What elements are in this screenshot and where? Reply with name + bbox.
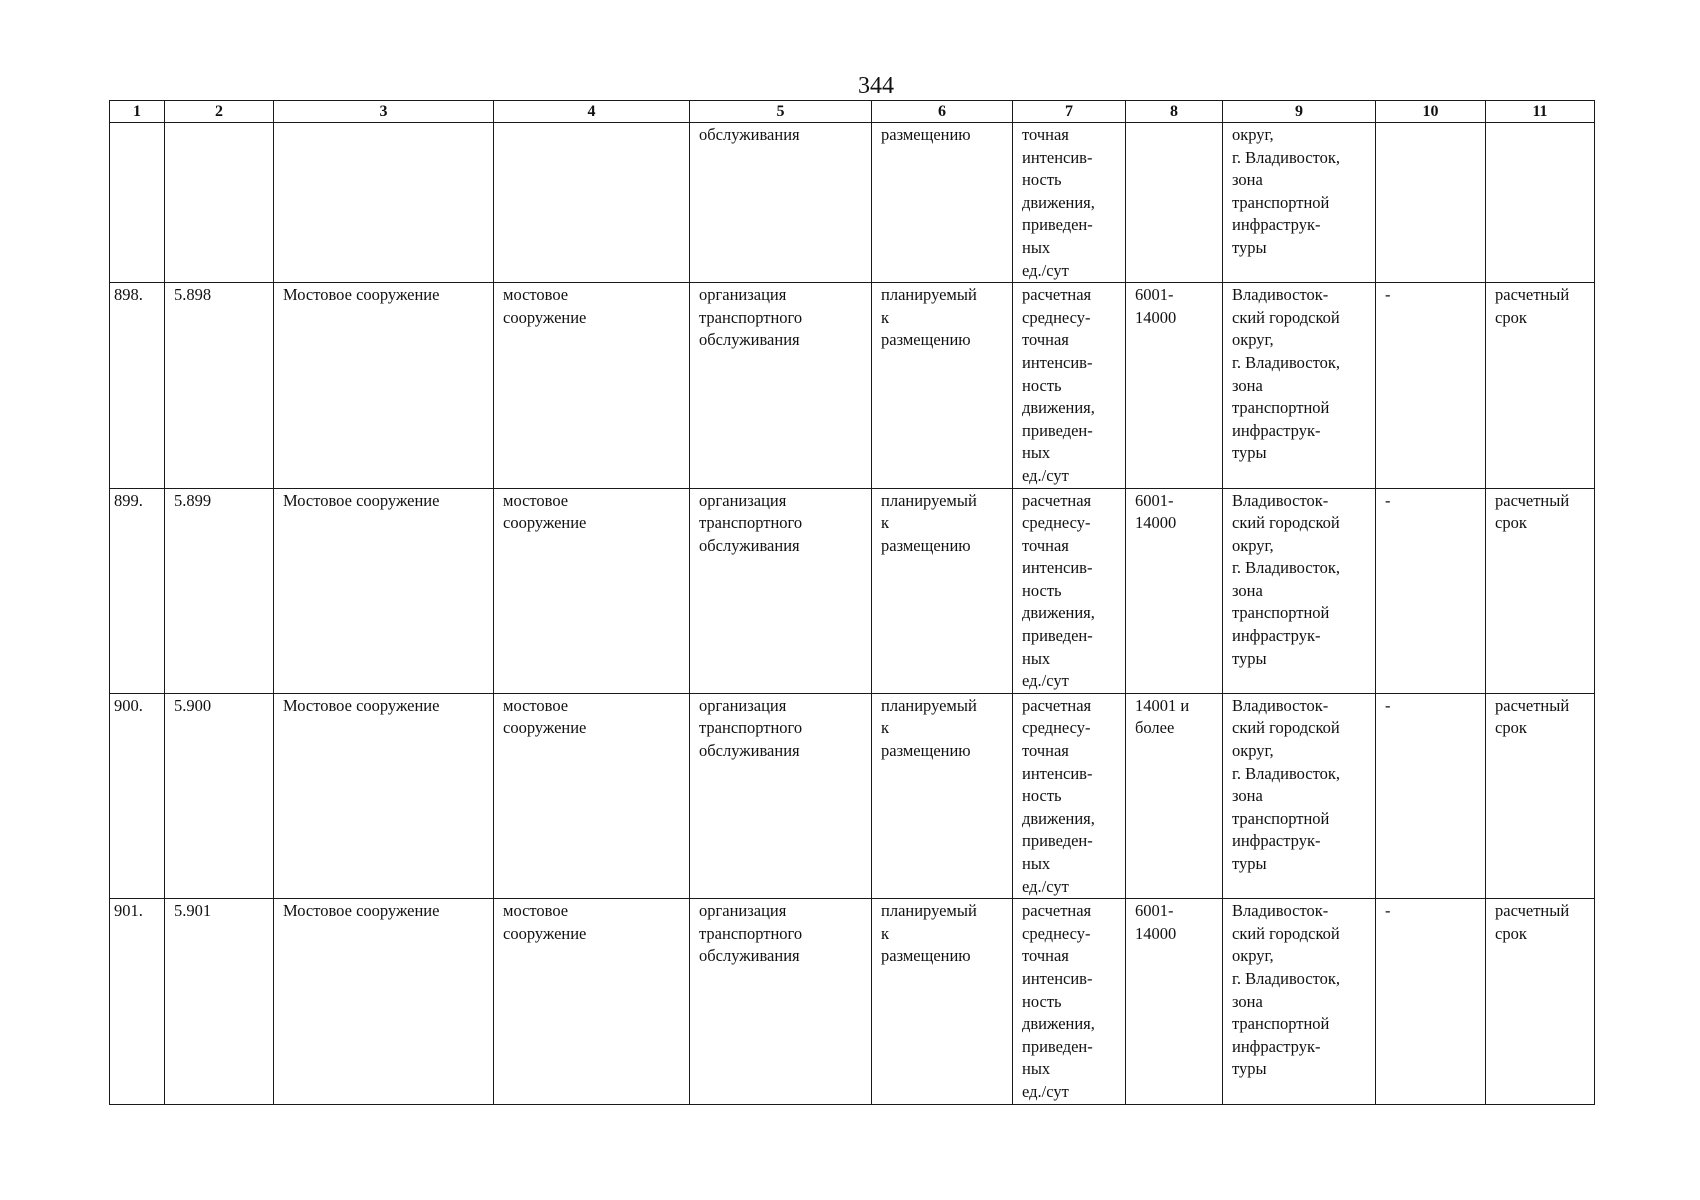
header-cell-col-10: 10 bbox=[1376, 101, 1486, 123]
cell-code: 5.900 bbox=[165, 693, 274, 898]
cell-code: 5.898 bbox=[165, 283, 274, 488]
cell-code: 5.901 bbox=[165, 899, 274, 1104]
cell-object-name: Мостовое сооружение bbox=[274, 488, 494, 693]
cell-characteristic: расчетная среднесу- точная интенсив- ность движения, приведен- ных ед./сут bbox=[1013, 693, 1126, 898]
cell-value: 14001 и более bbox=[1126, 693, 1223, 898]
cell-object-type: мостовое сооружение bbox=[494, 693, 690, 898]
cell-object-name: Мостовое сооружение bbox=[274, 693, 494, 898]
cell-zone: - bbox=[1376, 693, 1486, 898]
cell-value: 6001- 14000 bbox=[1126, 899, 1223, 1104]
cell-object-name: Мостовое сооружение bbox=[274, 283, 494, 488]
cell-status: размещению bbox=[872, 123, 1013, 283]
header-cell-col-3: 3 bbox=[274, 101, 494, 123]
cell-location: округ, г. Владивосток, зона транспортной инфраструк- туры bbox=[1223, 123, 1376, 283]
table-row bbox=[110, 693, 1595, 898]
header-cell-col-2: 2 bbox=[165, 101, 274, 123]
cell-number: 899. bbox=[110, 488, 165, 693]
header-cell-col-7: 7 bbox=[1013, 101, 1126, 123]
header-cell-col-4: 4 bbox=[494, 101, 690, 123]
objects-register-table bbox=[109, 100, 1595, 1105]
header-cell-col-8: 8 bbox=[1126, 101, 1223, 123]
cell-code bbox=[165, 123, 274, 283]
cell-location: Владивосток- ский городской округ, г. Владивосток, зона транспортной инфраструк- туры bbox=[1223, 488, 1376, 693]
cell-zone: - bbox=[1376, 283, 1486, 488]
header-row bbox=[110, 101, 1595, 123]
cell-zone: - bbox=[1376, 899, 1486, 1104]
cell-number: 900. bbox=[110, 693, 165, 898]
header-cell-col-9: 9 bbox=[1223, 101, 1376, 123]
header-cell-col-1: 1 bbox=[110, 101, 165, 123]
cell-status: планируемый к размещению bbox=[872, 899, 1013, 1104]
cell-term: расчетный срок bbox=[1486, 899, 1595, 1104]
cell-purpose: обслуживания bbox=[690, 123, 872, 283]
cell-location: Владивосток- ский городской округ, г. Владивосток, зона транспортной инфраструк- туры bbox=[1223, 693, 1376, 898]
cell-status: планируемый к размещению bbox=[872, 693, 1013, 898]
cell-characteristic: расчетная среднесу- точная интенсив- ность движения, приведен- ных ед./сут bbox=[1013, 899, 1126, 1104]
cell-purpose: организация транспортного обслуживания bbox=[690, 899, 872, 1104]
cell-object-type: мостовое сооружение bbox=[494, 899, 690, 1104]
table-row-continuation bbox=[110, 123, 1595, 283]
cell-object-type bbox=[494, 123, 690, 283]
page-number: 344 bbox=[858, 73, 894, 99]
cell-purpose: организация транспортного обслуживания bbox=[690, 693, 872, 898]
table-row bbox=[110, 899, 1595, 1104]
cell-object-type: мостовое сооружение bbox=[494, 488, 690, 693]
cell-value bbox=[1126, 123, 1223, 283]
cell-number bbox=[110, 123, 165, 283]
cell-location: Владивосток- ский городской округ, г. Владивосток, зона транспортной инфраструк- туры bbox=[1223, 283, 1376, 488]
cell-number: 898. bbox=[110, 283, 165, 488]
cell-term bbox=[1486, 123, 1595, 283]
cell-purpose: организация транспортного обслуживания bbox=[690, 283, 872, 488]
cell-characteristic: точная интенсив- ность движения, приведен- ных ед./сут bbox=[1013, 123, 1126, 283]
header-cell-col-11: 11 bbox=[1486, 101, 1595, 123]
cell-term: расчетный срок bbox=[1486, 693, 1595, 898]
cell-object-name: Мостовое сооружение bbox=[274, 899, 494, 1104]
cell-zone: - bbox=[1376, 488, 1486, 693]
cell-term: расчетный срок bbox=[1486, 488, 1595, 693]
cell-purpose: организация транспортного обслуживания bbox=[690, 488, 872, 693]
cell-object-name bbox=[274, 123, 494, 283]
cell-status: планируемый к размещению bbox=[872, 283, 1013, 488]
cell-value: 6001- 14000 bbox=[1126, 488, 1223, 693]
cell-object-type: мостовое сооружение bbox=[494, 283, 690, 488]
cell-term: расчетный срок bbox=[1486, 283, 1595, 488]
table-row bbox=[110, 488, 1595, 693]
cell-characteristic: расчетная среднесу- точная интенсив- ность движения, приведен- ных ед./сут bbox=[1013, 488, 1126, 693]
cell-zone bbox=[1376, 123, 1486, 283]
cell-location: Владивосток- ский городской округ, г. Владивосток, зона транспортной инфраструк- туры bbox=[1223, 899, 1376, 1104]
cell-characteristic: расчетная среднесу- точная интенсив- ность движения, приведен- ных ед./сут bbox=[1013, 283, 1126, 488]
cell-code: 5.899 bbox=[165, 488, 274, 693]
header-cell-col-6: 6 bbox=[872, 101, 1013, 123]
table-row bbox=[110, 283, 1595, 488]
cell-status: планируемый к размещению bbox=[872, 488, 1013, 693]
cell-number: 901. bbox=[110, 899, 165, 1104]
header-cell-col-5: 5 bbox=[690, 101, 872, 123]
cell-value: 6001- 14000 bbox=[1126, 283, 1223, 488]
